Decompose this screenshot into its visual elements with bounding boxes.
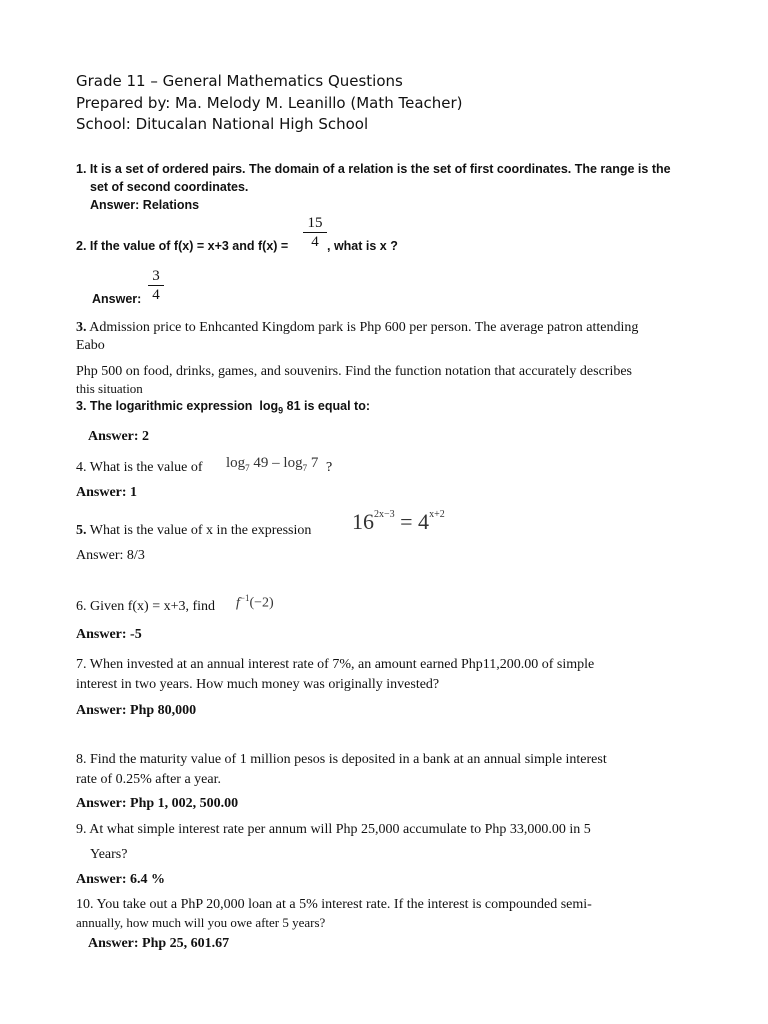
- q6-answer: Answer: -5: [76, 627, 142, 642]
- q4-base2: 7: [302, 463, 308, 473]
- q4-expression: [226, 455, 318, 473]
- q8-line1: 8. Find the maturity value of 1 million pesos is deposited in a bank at an annual simple interest: [76, 752, 607, 767]
- q9-line2: Years?: [90, 847, 128, 862]
- q3b-suffix: 81 is equal to:: [286, 399, 371, 413]
- q3a-text: Admission price to Enhcanted Kingdom park is Php 600 per person. The average patron attending: [89, 320, 639, 335]
- q8-line2: rate of 0.25% after a year.: [76, 772, 221, 787]
- q10-answer: Answer: Php 25, 601.67: [88, 936, 230, 951]
- q2-answer-label: Answer:: [92, 292, 142, 306]
- q7-line1: 7. When invested at an annual interest rate of 7%, an amount earned Php11,200.00 of simple: [76, 657, 595, 672]
- q9-line1: 9. At what simple interest rate per annum will Php 25,000 accumulate to Php 33,000.00 in 5: [76, 822, 591, 837]
- q4-text: What is the value of: [89, 460, 203, 475]
- q3b-base: 9: [278, 405, 284, 416]
- q6-question: 6. Given f(x) = x+3, find: [76, 599, 216, 614]
- q2-prefix: 2. If the value of f(x) = x+3 and f(x) =: [76, 239, 289, 253]
- q7-line2: interest in two years. How much money was originally invested?: [76, 677, 440, 692]
- q5-equation: [352, 509, 445, 535]
- q4-question: [76, 460, 203, 476]
- q3a-number: 3.: [76, 320, 87, 335]
- q2-answer-fraction: [148, 268, 164, 303]
- q4-mid: 49 – log: [253, 455, 303, 471]
- q2-answer-numerator: 3: [152, 268, 160, 284]
- q5-lhs: 16: [352, 509, 374, 534]
- q5-text: What is the value of x in the expression: [89, 523, 312, 538]
- q10-line1: 10. You take out a PhP 20,000 loan at a 5% interest rate. If the interest is compounded semi-: [76, 897, 592, 912]
- q4-log1: log: [226, 455, 246, 471]
- q6-f-exponent: −1: [239, 593, 250, 603]
- q8-answer: Answer: Php 1, 002, 500.00: [76, 796, 239, 811]
- q2-fraction: [303, 215, 327, 250]
- q3a-line3: Php 500 on food, drinks, games, and souvenirs. Find the function notation that accurately describes: [76, 364, 633, 379]
- q5-rhs-exponent: x+2: [429, 509, 445, 520]
- q4-end: 7: [310, 455, 319, 471]
- q2-frac-numerator: 15: [307, 215, 323, 231]
- q3a-line1: [76, 320, 638, 336]
- q4-answer: Answer: 1: [76, 485, 138, 500]
- q1-line2: set of second coordinates.: [90, 180, 249, 194]
- q7-answer: Answer: Php 80,000: [76, 703, 197, 718]
- q3b-prefix: 3. The logarithmic expression: [76, 399, 253, 413]
- q2-frac-denominator: 4: [311, 234, 319, 250]
- q5-number: 5.: [76, 523, 87, 538]
- prepared-by: Prepared by: Ma. Melody M. Leanillo (Math Teacher): [76, 94, 463, 112]
- q3a-line4: this situation: [76, 381, 143, 396]
- q10-line2: annually, how much will you owe after 5 years?: [76, 915, 326, 930]
- q4-base1: 7: [245, 463, 250, 473]
- q4-number: 4.: [76, 460, 87, 475]
- q4-qmark: ?: [326, 460, 333, 475]
- q6-expression: [236, 593, 274, 612]
- q5-answer: Answer: 8/3: [76, 548, 145, 563]
- q2-answer-denominator: 4: [152, 287, 160, 303]
- q3a-line2: Eabo: [76, 338, 105, 353]
- q3b-log: log: [259, 399, 279, 413]
- document-title: Grade 11 – General Mathematics Questions: [76, 72, 403, 90]
- q9-answer: Answer: 6.4 %: [76, 872, 166, 887]
- q3b-answer: Answer: 2: [88, 429, 150, 444]
- q5-equals: = 4: [400, 509, 430, 534]
- q3b-question: [76, 399, 370, 416]
- q5-question: [76, 523, 311, 539]
- q1-line1: 1. It is a set of ordered pairs. The domain of a relation is the set of first coordinates. The range is the: [76, 162, 671, 176]
- q1-answer: Answer: Relations: [90, 198, 200, 212]
- q6-f: f: [236, 595, 240, 611]
- q5-lhs-exponent: 2x−3: [374, 509, 395, 520]
- school-name: School: Ditucalan National High School: [76, 115, 369, 133]
- q6-arg: (−2): [249, 595, 274, 611]
- q2-frac-bar: [303, 232, 327, 233]
- q2-suffix: , what is x ?: [327, 239, 398, 253]
- q2-answer-bar: [148, 285, 164, 286]
